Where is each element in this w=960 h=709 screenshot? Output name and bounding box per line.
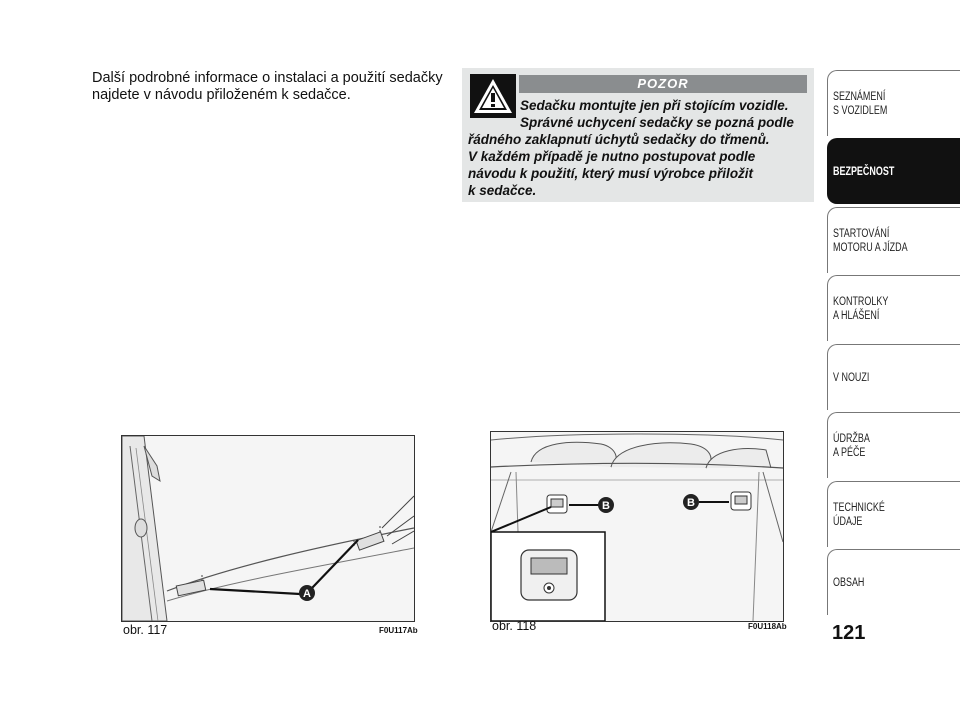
figure-117-illustration [121,435,415,622]
callout-label-b-left: B [602,500,610,512]
trunk-anchor-drawing [491,432,783,621]
warning-text [468,97,808,199]
figure-118-code: F0U118Ab [748,622,787,631]
tab-bezpecnost[interactable]: BEZPEČNOST [827,138,960,204]
figure-117-code: F0U117Ab [379,626,418,635]
tab-seznameni[interactable]: SEZNÁMENÍ S VOZIDLEM [827,70,960,136]
tab-technicke-udaje[interactable]: TECHNICKÉ ÚDAJE [827,481,960,547]
warning-line: Správné uchycení sedačky se pozná podle [520,115,794,130]
warning-title: POZOR [519,75,807,93]
tab-v-nouzi[interactable]: V NOUZI [827,344,960,410]
intro-paragraph: Další podrobné informace o instalaci a použití sedačky najdete v návodu přiloženém k sedačce. [92,70,443,103]
tab-startovani[interactable]: STARTOVÁNÍ MOTORU A JÍZDA [827,207,960,273]
seat-anchor-drawing [122,436,414,621]
warning-line: k sedačce. [468,183,537,198]
warning-line: V každém případě je nutno postupovat podle [468,149,756,164]
page-number: 121 [832,622,866,644]
warning-line: návodu k použití, který musí výrobce přiložit [468,166,754,181]
warning-box [462,68,814,202]
figure-117-caption: obr. 117 [123,623,168,637]
figure-118-caption: obr. 118 [492,619,537,633]
callout-label-a: A [303,588,311,600]
warning-line: Sedačku montujte jen při stojícím vozidle. [520,98,789,113]
figure-118-illustration [490,431,784,622]
callout-label-b-right: B [687,497,695,509]
tab-kontrolky[interactable]: KONTROLKY A HLÁŠENÍ [827,275,960,341]
tab-udrzba[interactable]: ÚDRŽBA A PÉČE [827,412,960,478]
tab-obsah[interactable]: OBSAH [827,549,960,615]
warning-line: řádného zaklapnutí úchytů sedačky do třmenů. [468,132,770,147]
